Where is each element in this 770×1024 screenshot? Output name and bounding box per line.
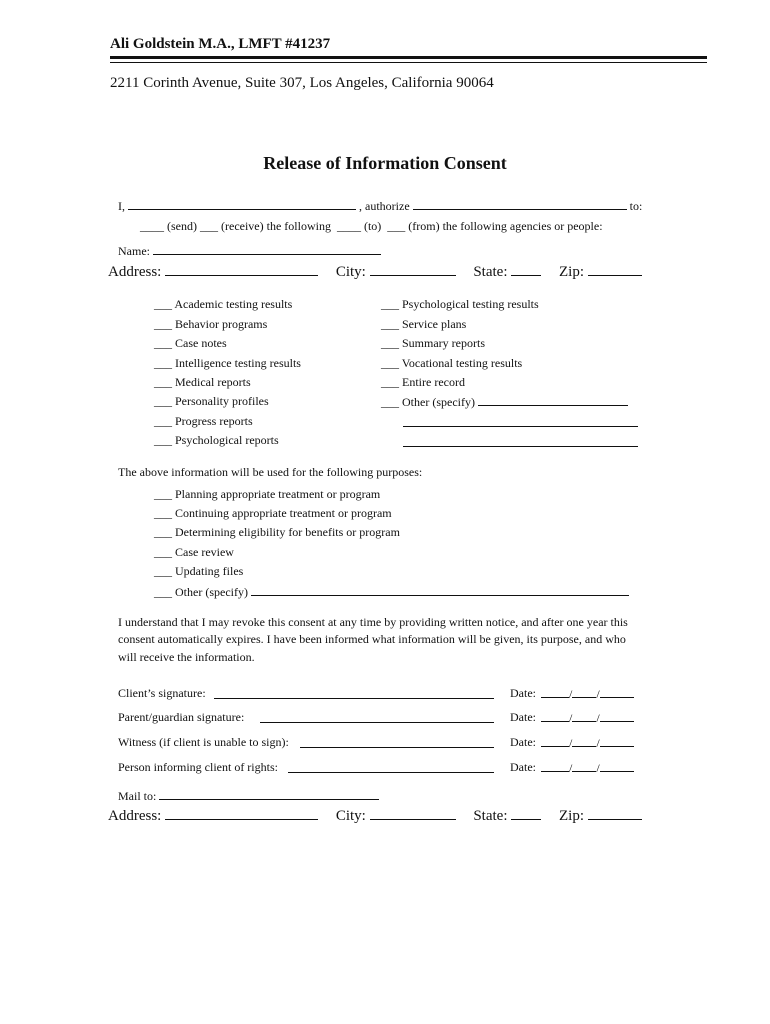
name-label: Name: [118,244,150,258]
name-row [118,243,381,259]
record-label: Behavior programs [175,317,268,331]
from-blank[interactable]: ___ [387,219,406,233]
send-label: (send) [167,219,197,233]
header-rule-thin [110,62,707,63]
record-item [381,356,522,371]
record-checkbox-blank[interactable]: ___ [154,336,172,350]
authorize-line [118,198,642,214]
date-label: Date: [510,686,536,700]
authorizer-name-field[interactable] [128,198,356,210]
state-field[interactable] [511,262,541,276]
record-checkbox-blank[interactable]: ___ [154,394,172,408]
address-label: Address: [108,808,162,824]
other-specify-line[interactable] [403,446,638,447]
record-label: Summary reports [402,336,485,350]
send-blank[interactable]: ____ [140,219,164,233]
purpose-checkbox-blank[interactable]: ___ [154,585,172,599]
signature-label: Client’s signature: [118,686,206,700]
header-rule-thick [110,56,707,59]
other-specify-field[interactable] [478,394,628,406]
city-label: City: [335,808,366,824]
consent-line: consent automatically expires. I have been informed what information will be given, its purpose, and who [118,632,626,646]
address-field[interactable] [165,806,318,820]
purpose-item [154,506,392,521]
record-item [381,297,539,312]
record-checkbox-blank[interactable]: ___ [154,297,172,311]
purpose-checkbox-blank[interactable]: ___ [154,545,172,559]
record-item [154,414,253,429]
record-label: Psychological testing results [402,297,539,311]
state-label: State: [473,264,508,280]
city-field[interactable] [370,262,456,276]
form-title: Release of Information Consent [263,153,507,173]
record-label: Psychological reports [175,433,279,447]
signature-label: Parent/guardian signature: [118,710,245,724]
record-item [154,356,301,371]
record-label: Personality profiles [175,394,269,408]
zip-label: Zip: [559,264,585,280]
purpose-checkbox-blank[interactable]: ___ [154,487,172,501]
address-row-top [108,262,642,281]
record-item [154,317,267,332]
date-field[interactable]: / / [541,710,634,726]
record-item [154,433,279,448]
purpose-item [154,584,629,600]
authorize-label: , authorize [359,199,410,213]
record-item [154,394,269,409]
to-direction-label: (to) [363,219,382,233]
signature-label: Person informing client of rights: [118,760,278,774]
record-checkbox-blank[interactable]: ___ [154,317,172,331]
mail-to-field[interactable] [159,788,379,800]
record-checkbox-blank[interactable]: ___ [381,375,399,389]
record-label: Entire record [402,375,465,389]
purpose-checkbox-blank[interactable]: ___ [154,525,172,539]
record-item [381,394,628,410]
to-blank[interactable]: ____ [336,219,361,233]
zip-field[interactable] [588,262,642,276]
purpose-label: Updating files [175,564,244,578]
practitioner-name: Ali Goldstein M.A., LMFT #41237 [110,36,331,52]
date-label: Date: [510,735,536,749]
record-item [381,317,466,332]
purpose-label: Other (specify) [175,585,248,599]
witness-signature-field[interactable] [300,747,494,748]
purpose-label: Determining eligibility for benefits or program [175,525,400,539]
mail-to-row [118,788,379,804]
i-label: I, [118,199,125,213]
record-label: Progress reports [175,414,253,428]
mail-to-label: Mail to: [118,789,157,803]
record-label: Academic testing results [174,297,293,311]
record-item [154,297,292,312]
consent-line: I understand that I may revoke this consent at any time by providing written notice, and after one year this [118,615,628,629]
record-checkbox-blank[interactable]: ___ [381,317,399,331]
date-label: Date: [510,760,536,774]
to-label: to: [629,199,643,213]
record-label: Medical reports [175,375,251,389]
record-checkbox-blank[interactable]: ___ [154,356,172,370]
receive-label: (receive) the following [221,219,331,233]
send-receive-line [140,219,603,234]
record-checkbox-blank[interactable]: ___ [154,433,172,447]
guardian-signature-field[interactable] [260,722,494,723]
purpose-label: Planning appropriate treatment or program [175,487,381,501]
from-label: (from) the following agencies or people: [408,219,603,233]
purpose-checkbox-blank[interactable]: ___ [154,506,172,520]
purpose-item [154,525,400,540]
purpose-item [154,564,243,579]
record-checkbox-blank[interactable]: ___ [381,297,399,311]
purpose-label: Continuing appropriate treatment or program [175,506,392,520]
city-label: City: [335,264,366,280]
record-item [381,336,485,351]
record-item [154,336,227,351]
practitioner-address: 2211 Corinth Avenue, Suite 307, Los Angeles, California 90064 [110,75,494,91]
state-label: State: [473,808,508,824]
zip-label: Zip: [559,808,585,824]
date-field[interactable]: / / [541,760,634,776]
record-checkbox-blank[interactable]: ___ [154,414,172,428]
address-label: Address: [108,264,162,280]
purpose-other-field[interactable] [251,584,629,596]
zip-field[interactable] [588,806,642,820]
purpose-checkbox-blank[interactable]: ___ [154,564,172,578]
signature-label: Witness (if client is unable to sign): [118,735,289,749]
recipient-field[interactable] [413,198,627,210]
informer-signature-field[interactable] [288,772,494,773]
city-field[interactable] [370,806,456,820]
purpose-label: Case review [175,545,234,559]
record-checkbox-blank[interactable]: ___ [154,375,172,389]
purpose-item [154,545,234,560]
date-label: Date: [510,710,536,724]
address-field[interactable] [165,262,318,276]
purpose-item [154,487,380,502]
client-signature-field[interactable] [214,698,494,699]
name-field[interactable] [153,243,381,255]
record-item [154,375,251,390]
record-label: Case notes [175,336,227,350]
date-field[interactable]: / / [541,735,634,751]
record-checkbox-blank[interactable]: ___ [381,395,399,409]
address-row-bottom [108,806,642,825]
date-field[interactable]: / / [541,686,634,702]
other-specify-line[interactable] [403,426,638,427]
record-item [381,375,465,390]
record-checkbox-blank[interactable]: ___ [381,336,399,350]
purposes-intro: The above information will be used for the following purposes: [118,465,423,479]
receive-blank[interactable]: ___ [200,219,218,233]
record-label: Vocational testing results [401,356,523,370]
record-label: Service plans [402,317,467,331]
consent-line: will receive the information. [118,650,255,664]
state-field[interactable] [511,806,541,820]
record-checkbox-blank[interactable]: ___ [381,356,399,370]
record-label: Other (specify) [402,395,475,409]
record-label: Intelligence testing results [175,356,301,370]
